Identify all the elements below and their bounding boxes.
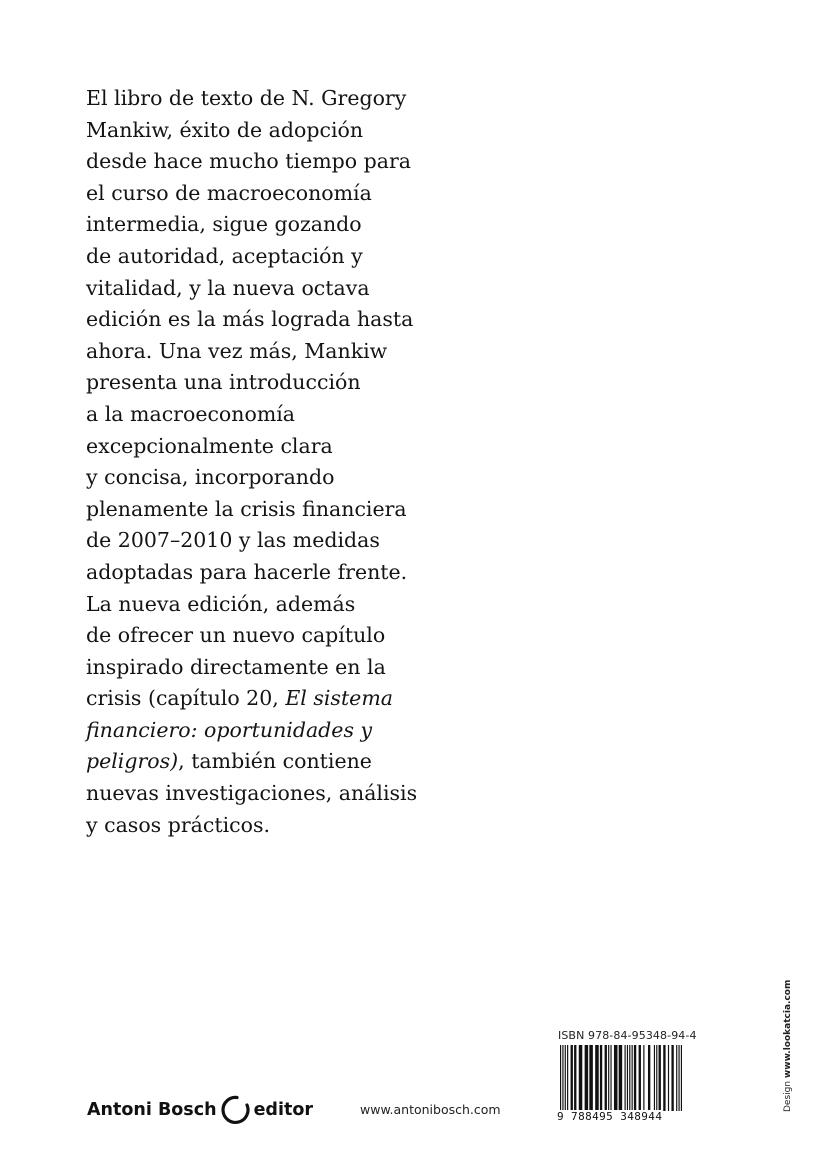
book-chapter-title: peligros) — [86, 749, 179, 774]
publisher-name: Antoni Bosch — [87, 1100, 217, 1120]
barcode-bar — [659, 1045, 661, 1111]
blurb-line: desde hace mucho tiempo para — [86, 149, 411, 174]
barcode-bar — [634, 1045, 636, 1111]
blurb-line: presenta una introducción — [86, 370, 361, 395]
book-chapter-title: financiero: oportunidades y — [86, 717, 373, 742]
blurb-line: de 2007–2010 y las medidas — [86, 528, 380, 553]
blurb-line: inspirado directamente en la — [86, 654, 386, 679]
blurb-text: , también contiene — [178, 749, 372, 774]
barcode-bar — [610, 1045, 611, 1111]
barcode-bar — [567, 1045, 568, 1111]
barcode-bar — [648, 1045, 650, 1111]
barcode-bar — [589, 1045, 593, 1111]
barcode-bar — [656, 1045, 657, 1111]
barcode-bar — [654, 1045, 655, 1111]
barcode-bar — [627, 1045, 628, 1111]
barcode-bar — [681, 1045, 682, 1111]
blurb-line: de ofrecer un nuevo capítulo — [86, 623, 386, 648]
blurb-line-financiero — [86, 715, 416, 747]
book-chapter-title: El sistema — [285, 686, 393, 711]
blurb-line: edición es la más lograda hasta — [86, 307, 414, 332]
publisher-suffix: editor — [253, 1100, 313, 1120]
blurb-line: excepcionalmente clara — [86, 433, 333, 458]
barcode-bar — [676, 1045, 677, 1111]
blurb-line: de autoridad, aceptación y — [86, 243, 363, 268]
blurb-line: nuevas investigaciones, análisis — [86, 781, 418, 806]
barcode-bar — [663, 1045, 665, 1111]
barcode-bar — [614, 1045, 618, 1111]
blurb-line-crisis — [86, 683, 416, 715]
blurb-line: a la macroeconomía — [86, 401, 296, 426]
barcode-digits-text: 9 788495 348944 — [557, 1110, 663, 1123]
barcode-bar — [643, 1045, 644, 1111]
barcode-bar — [560, 1045, 561, 1111]
blurb-line: y concisa, incorporando — [86, 465, 335, 490]
back-cover-blurb — [86, 83, 416, 841]
barcode-bar — [571, 1045, 573, 1111]
barcode-bar — [562, 1045, 563, 1111]
blurb-line-peligros — [86, 746, 416, 778]
barcode-bar — [629, 1045, 630, 1111]
blurb-line: adoptadas para hacerle frente. — [86, 559, 408, 584]
barcode-bars — [560, 1045, 682, 1111]
blurb-text: crisis (capítulo 20, — [86, 686, 286, 711]
barcode-bar — [579, 1045, 583, 1111]
isbn-label: ISBN 978-84-95348-94-4 — [558, 1029, 697, 1042]
publisher-logo — [87, 1090, 313, 1130]
circle-logo-icon — [220, 1095, 250, 1125]
barcode-bar — [585, 1045, 589, 1111]
blurb-line: y casos prácticos. — [86, 812, 270, 837]
barcode-bar — [565, 1045, 566, 1111]
barcode-bar — [625, 1045, 626, 1111]
blurb-line: intermedia, sigue gozando — [86, 212, 362, 237]
barcode-bar — [671, 1045, 673, 1111]
blurb-line: Mankiw, éxito de adopción — [86, 117, 364, 142]
design-credit — [783, 980, 793, 1112]
design-credit-site: www.lookatcia.com — [783, 979, 793, 1079]
barcode-bar — [574, 1045, 576, 1111]
blurb-line: el curso de macroeconomía — [86, 180, 372, 205]
barcode-bar — [605, 1045, 607, 1111]
barcode-bar — [632, 1045, 633, 1111]
blurb-line: vitalidad, y la nueva octava — [86, 275, 370, 300]
barcode-bar — [678, 1045, 679, 1111]
barcode-bar — [608, 1045, 609, 1111]
publisher-website: www.antonibosch.com — [360, 1102, 501, 1117]
blurb-line: La nueva edición, además — [86, 591, 356, 616]
blurb-line: plenamente la crisis financiera — [86, 496, 407, 521]
barcode-bar — [600, 1045, 602, 1111]
barcode-bar — [595, 1045, 599, 1111]
blurb-line: ahora. Una vez más, Mankiw — [86, 338, 388, 363]
barcode-digits — [556, 1110, 686, 1123]
barcode-bar — [668, 1045, 669, 1111]
barcode-bar — [619, 1045, 623, 1111]
barcode-bar — [639, 1045, 641, 1111]
blurb-line: El libro de texto de N. Gregory — [86, 86, 407, 110]
design-credit-prefix: Design — [783, 1078, 793, 1112]
